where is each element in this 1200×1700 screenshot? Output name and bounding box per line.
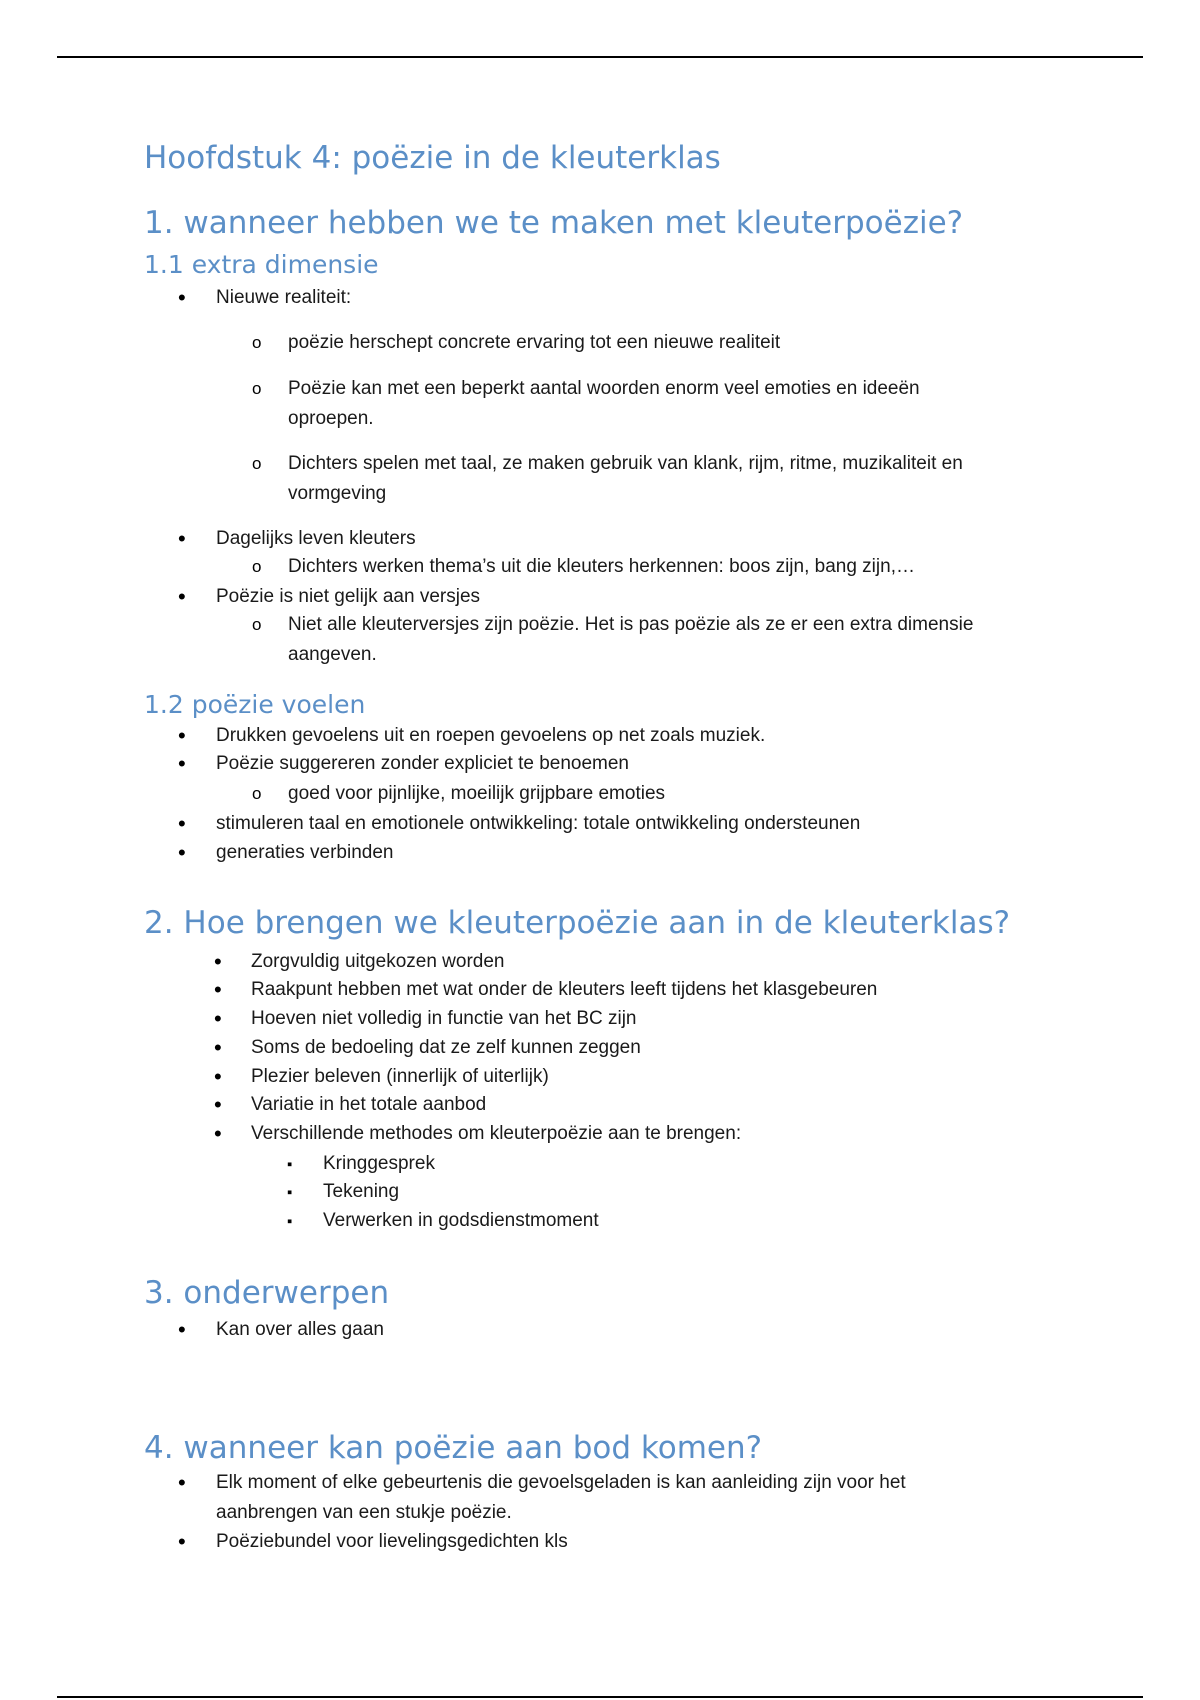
list-item: goed voor pijnlijke, moeilijk grijpbare emoties <box>288 783 666 804</box>
list-item: Hoeven niet volledig in functie van het BC zijn <box>251 1008 637 1029</box>
bullet-disc <box>214 975 222 1007</box>
list-item: Kan over alles gaan <box>216 1319 384 1340</box>
bullet-disc <box>178 1527 186 1559</box>
bullet-disc <box>178 749 186 781</box>
bullet-square <box>287 1206 292 1237</box>
bullet-circle <box>252 374 261 404</box>
bullet-disc <box>214 1033 222 1065</box>
list-item: poëzie herschept concrete ervaring tot een nieuwe realiteit <box>288 332 781 353</box>
bullet-disc <box>178 1315 186 1347</box>
bullet-circle <box>252 779 261 809</box>
list-item: Verwerken in godsdienstmoment <box>323 1210 599 1231</box>
chapter-title: Hoofdstuk 4: poëzie in de kleuterklas <box>144 140 721 176</box>
bullet-disc <box>214 1004 222 1036</box>
bullet-circle <box>252 449 261 479</box>
bullet-disc <box>214 1090 222 1122</box>
bullet-circle <box>252 552 261 582</box>
list-item: Tekening <box>323 1181 400 1202</box>
list-item: stimuleren taal en emotionele ontwikkeling: totale ontwikkeling ondersteunen <box>216 813 861 834</box>
bullet-circle <box>252 610 261 640</box>
bullet-circle <box>252 328 261 358</box>
list-item: Poëzie is niet gelijk aan versjes <box>216 586 481 607</box>
bullet-square <box>287 1149 292 1180</box>
list-item: Verschillende methodes om kleuterpoëzie aan te brengen: <box>251 1123 742 1144</box>
list-item: Soms de bedoeling dat ze zelf kunnen zeggen <box>251 1037 641 1058</box>
section-4-title: 4. wanneer kan poëzie aan bod komen? <box>144 1430 763 1466</box>
list-item: Dichters werken thema’s uit die kleuters herkennen: boos zijn, bang zijn,… <box>288 556 915 577</box>
list-item: Drukken gevoelens uit en roepen gevoelens op net zoals muziek. <box>216 725 766 746</box>
section-1-title: 1. wanneer hebben we te maken met kleuterpoëzie? <box>144 205 964 241</box>
list-item: Nieuwe realiteit: <box>216 287 352 308</box>
bullet-disc <box>178 809 186 841</box>
list-item: Dagelijks leven kleuters <box>216 528 416 549</box>
bullet-disc <box>178 283 186 315</box>
list-item: Niet alle kleuterversjes zijn poëzie. Het is pas poëzie als ze er een extra dimensie aangeven. <box>288 614 974 665</box>
list-item: Dichters spelen met taal, ze maken gebruik van klank, rijm, ritme, muzikaliteit en vormgeving <box>288 453 963 504</box>
list-item: Kringgesprek <box>323 1153 435 1174</box>
list-item: Poëzie kan met een beperkt aantal woorden enorm veel emoties en ideeën oproepen. <box>288 378 920 429</box>
subsection-1-2-title: 1.2 poëzie voelen <box>144 690 366 719</box>
bullet-disc <box>214 1119 222 1151</box>
list-item: Plezier beleven (innerlijk of uiterlijk) <box>251 1066 549 1087</box>
section-3-title: 3. onderwerpen <box>144 1275 390 1311</box>
list-item: Raakpunt hebben met wat onder de kleuters leeft tijdens het klasgebeuren <box>251 979 878 1000</box>
list-item: Poëziebundel voor lievelingsgedichten kls <box>216 1531 568 1552</box>
bullet-disc <box>178 1468 186 1500</box>
bullet-square <box>287 1177 292 1208</box>
bullet-disc <box>178 582 186 614</box>
list-item: Zorgvuldig uitgekozen worden <box>251 951 505 972</box>
bullet-disc <box>178 838 186 870</box>
subsection-1-1-title: 1.1 extra dimensie <box>144 250 379 279</box>
top-rule <box>57 56 1143 58</box>
bullet-disc <box>178 524 186 556</box>
bottom-rule <box>57 1696 1143 1698</box>
list-item: Elk moment of elke gebeurtenis die gevoelsgeladen is kan aanleiding zijn voor het aanbrengen van een stukje poëzie. <box>216 1472 906 1523</box>
list-item: Variatie in het totale aanbod <box>251 1094 487 1115</box>
list-item: generaties verbinden <box>216 842 394 863</box>
list-item: Poëzie suggereren zonder expliciet te benoemen <box>216 753 629 774</box>
section-2-title: 2. Hoe brengen we kleuterpoëzie aan in de kleuterklas? <box>144 905 1011 941</box>
